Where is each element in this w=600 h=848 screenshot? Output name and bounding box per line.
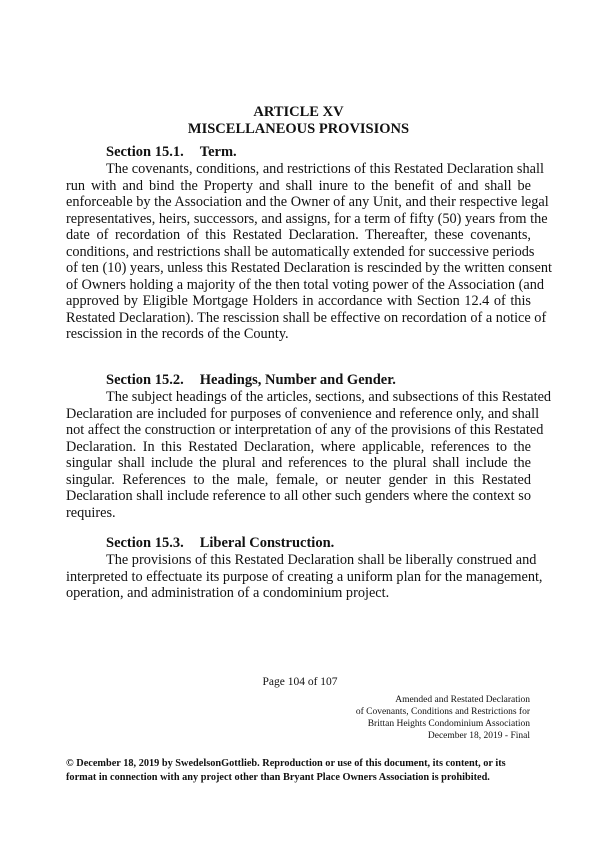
footer-line: Amended and Restated Declaration	[395, 695, 530, 705]
body-text-line: Declaration. In this Restated Declaration, where applicable, references to the	[66, 438, 531, 455]
section-number: Section 15.1.	[106, 144, 184, 160]
body-text-line: representatives, heirs, successors, and assigns, for a term of fifty (50) years from the	[66, 210, 548, 227]
body-text-line: interpreted to effectuate its purpose of creating a uniform plan for the management,	[66, 568, 543, 585]
body-text-line: Declaration shall include reference to all other such genders where the context so	[66, 488, 531, 504]
body-text-line: requires.	[66, 504, 116, 521]
article-heading	[66, 104, 531, 138]
section-heading	[66, 372, 531, 389]
section-15-1	[66, 144, 552, 343]
body-text-line: operation, and administration of a condominium project.	[66, 585, 390, 601]
body-text-line: run with and bind the Property and shall inure to the benefit of and shall be	[66, 177, 531, 194]
section-title: Term.	[199, 144, 237, 160]
page-number: Page 104 of 107	[262, 676, 338, 688]
body-text-line: enforceable by the Association and the Owner of any Unit, and their respective legal	[66, 194, 549, 210]
document-footer	[356, 694, 530, 742]
footer-line: Brittan Heights Condominium Association	[367, 719, 530, 729]
body-text-line: singular. References to the male, female, or neuter gender in this Restated	[66, 471, 531, 488]
section-15-3	[66, 535, 543, 602]
section-title: Liberal Construction.	[199, 535, 335, 551]
body-text-line: of Owners holding a majority of the then total voting power of the Association (and	[66, 276, 545, 293]
footer-line: of Covenants, Conditions and Restrictions for	[355, 707, 530, 717]
section-heading	[66, 144, 531, 161]
section-number: Section 15.3.	[106, 535, 184, 551]
footer-line: December 18, 2019 - Final	[427, 731, 530, 741]
body-text-line: rescission in the records of the County.	[66, 326, 289, 342]
body-text-line: conditions, and restrictions shall be automatically extended for successive periods	[66, 243, 535, 260]
section-heading	[66, 535, 531, 552]
section-number: Section 15.2.	[106, 372, 184, 388]
body-text-line: The covenants, conditions, and restrictions of this Restated Declaration shall	[106, 161, 544, 177]
body-text-line: The provisions of this Restated Declaration shall be liberally construed and	[106, 552, 537, 568]
body-text-line: singular shall include the plural and references to the plural shall include the	[66, 455, 531, 471]
body-text-line: of ten (10) years, unless this Restated Declaration is rescinded by the written consent	[66, 260, 552, 276]
section-title: Headings, Number and Gender.	[199, 372, 396, 388]
article-subtitle: MISCELLANEOUS PROVISIONS	[187, 121, 410, 137]
body-text-line: The subject headings of the articles, sections, and subsections of this Restated	[106, 389, 552, 405]
article-title: ARTICLE XV	[253, 104, 344, 120]
body-text-line: date of recordation of this Restated Declaration. Thereafter, these covenants,	[66, 227, 531, 243]
body-text-line: approved by Eligible Mortgage Holders in accordance with Section 12.4 of this	[66, 293, 531, 309]
body-text-line: Declaration are included for purposes of convenience and reference only, and shall	[66, 405, 540, 422]
section-15-2	[66, 372, 552, 521]
body-text-line: not affect the construction or interpretation of any of the provisions of this Restated	[66, 422, 544, 438]
copyright-notice: © December 18, 2019 by SwedelsonGottlieb. Reproduction or use of this document, its content, or its format in connection with any project other than Bryant Place Owners Association is prohibited.	[66, 758, 506, 783]
body-text-line: Restated Declaration). The rescission shall be effective on recordation of a notice of	[66, 309, 547, 326]
